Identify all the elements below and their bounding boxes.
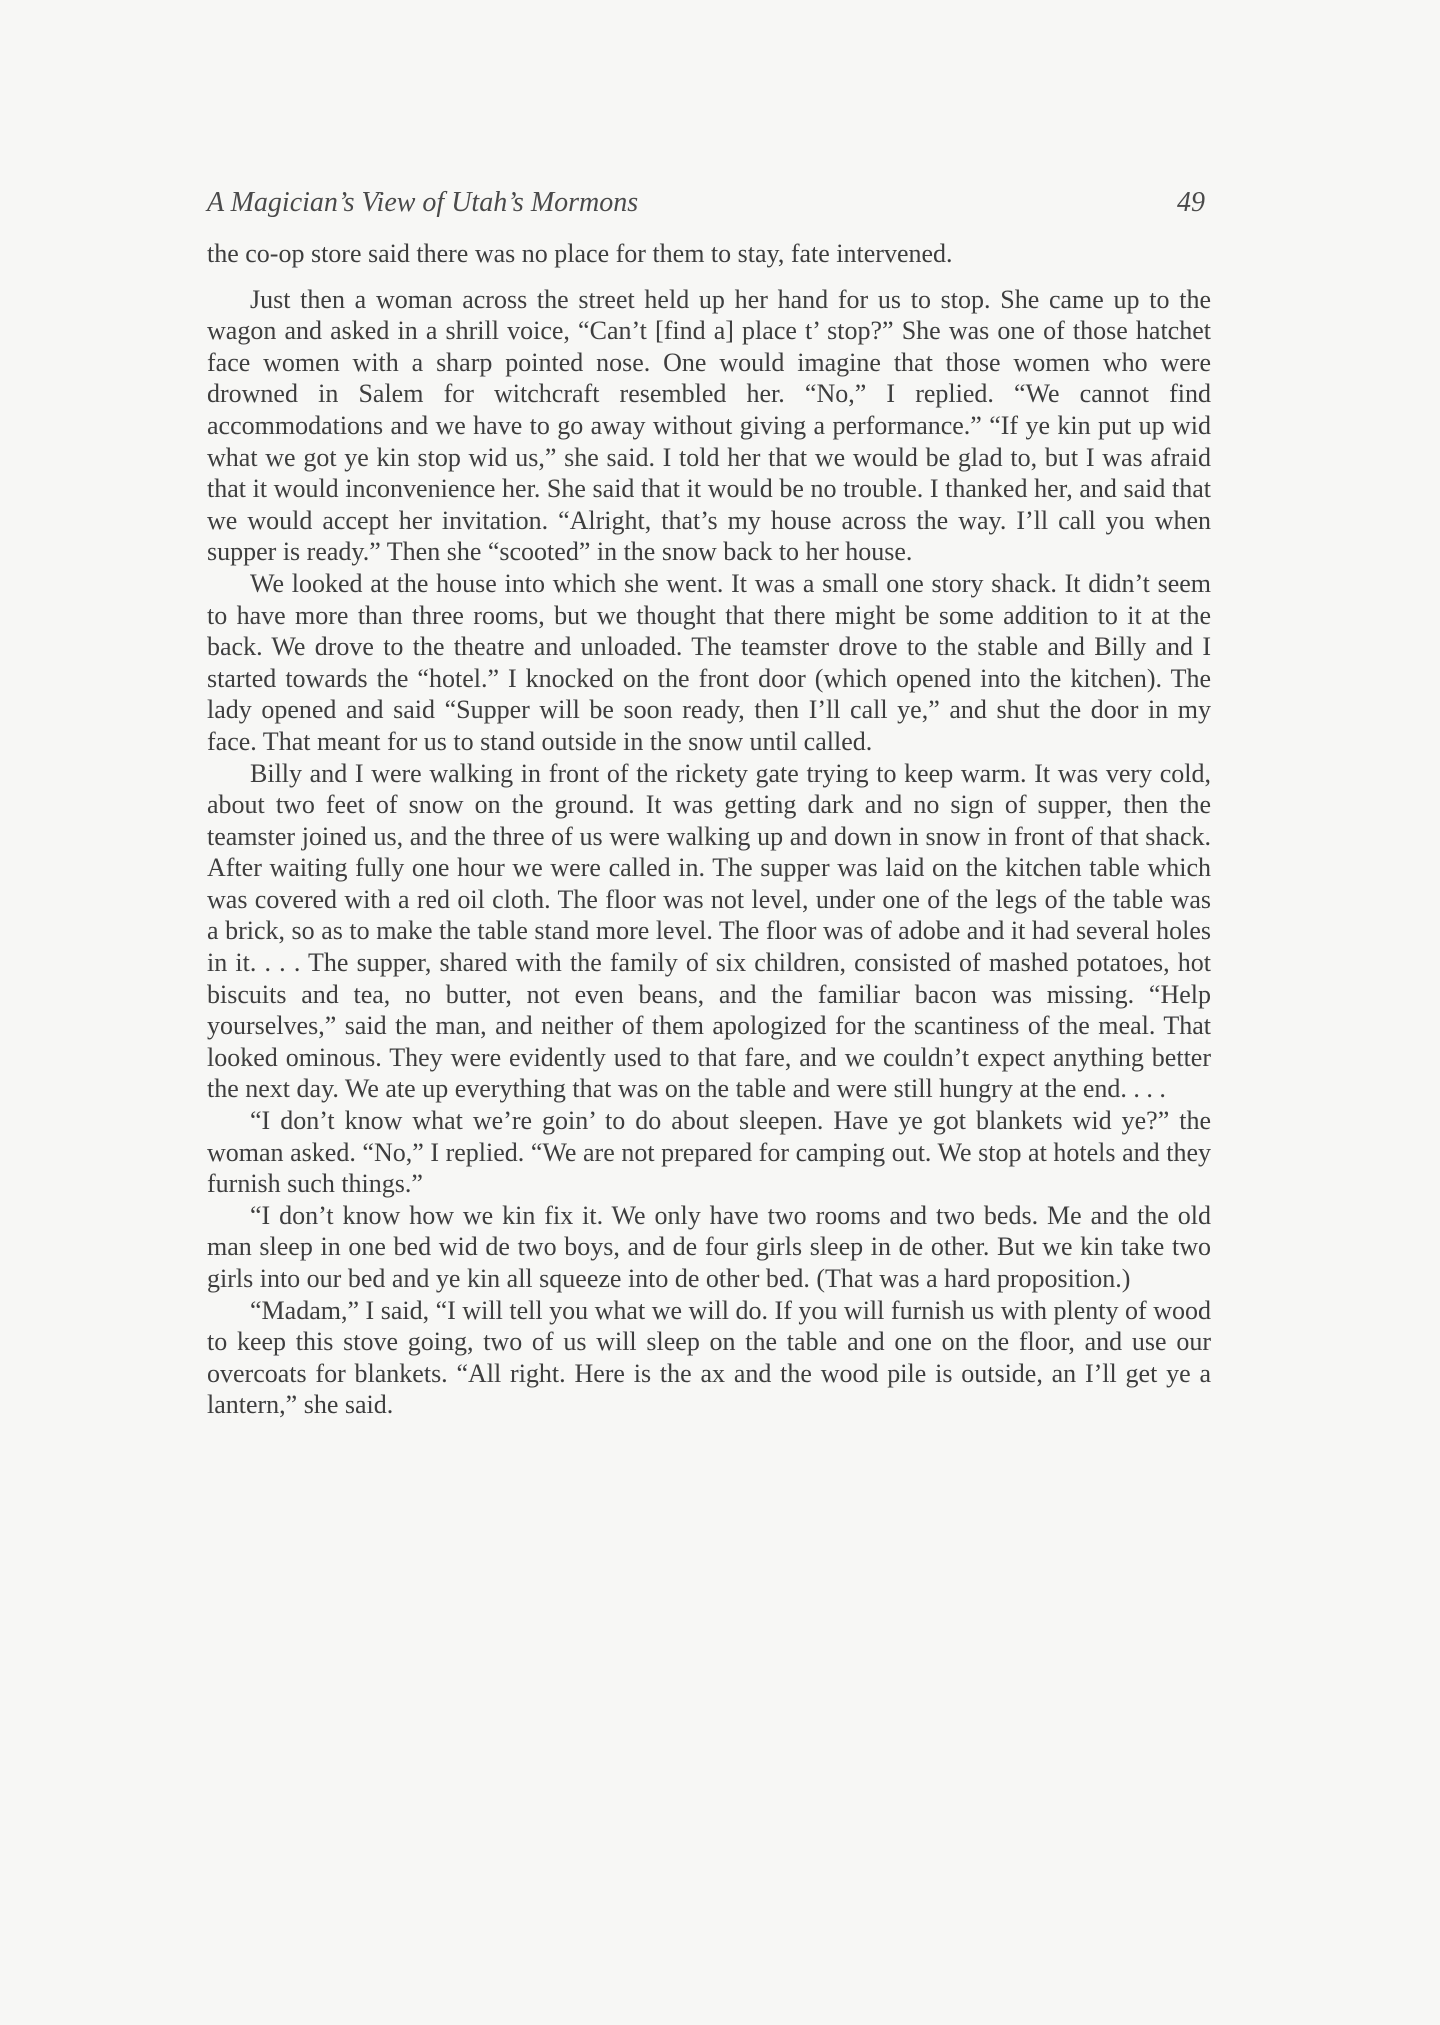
paragraph: “Madam,” I said, “I will tell you what we will do. If you will furnish us with plenty of wood to keep this stove going, two of us will sleep on the table and one on the floor, and use our overcoats for blankets. “All right. Here is the ax and the wood pile is outside, an I’ll get ye a lantern,” she said.	[207, 1295, 1211, 1420]
running-head	[207, 186, 1211, 220]
paragraph-continuation: the co-op store said there was no place for them to stay, fate intervened.	[207, 239, 953, 268]
paragraph: Billy and I were walking in front of the rickety gate trying to keep warm. It was very cold, about two feet of snow on the ground. It was getting dark and no sign of supper, then the teamster joined us, and the three of us were walking up and down in snow in front of that shack. After waiting fully one hour we were called in. The supper was laid on the kitchen table which was covered with a red oil cloth. The floor was not level, under one of the legs of the table was a brick, so as to make the table stand more level. The floor was of adobe and it had several holes in it. . . . The supper, shared with the family of six children, consisted of mashed potatoes, hot biscuits and tea, no butter, not even beans, and the familiar bacon was missing. “Help yourselves,” said the man, and neither of them apologized for the scantiness of the meal. That looked ominous. They were evidently used to that fare, and we couldn’t expect anything better the next day. We ate up everything that was on the table and were still hungry at the end. . . .	[207, 758, 1211, 1104]
book-page	[207, 186, 1211, 1421]
paragraph: “I don’t know how we kin fix it. We only have two rooms and two beds. Me and the old man sleep in one bed wid de two boys, and de four girls sleep in de other. But we kin take two girls into our bed and ye kin all squeeze into de other bed. (That was a hard proposition.)	[207, 1200, 1211, 1293]
paragraph: Just then a woman across the street held up her hand for us to stop. She came up to the wagon and asked in a shrill voice, “Can’t [find a] place t’ stop?” She was one of those hatchet face women with a sharp pointed nose. One would imagine that those women who were drowned in Salem for witchcraft resembled her. “No,” I replied. “We cannot find accommodations and we have to go away without giving a performance.” “If ye kin put up wid what we got ye kin stop wid us,” she said. I told her that we would be glad to, but I was afraid that it would inconvenience her. She said that it would be no trouble. I thanked her, and said that we would accept her invitation. “Alright, that’s my house across the way. I’ll call you when supper is ready.” Then she “scooted” in the snow back to her house.	[207, 284, 1211, 567]
paragraph: We looked at the house into which she went. It was a small one story shack. It didn’t seem to have more than three rooms, but we thought that there might be some addition to it at the back. We drove to the theatre and unloaded. The teamster drove to the stable and Billy and I started towards the “hotel.” I knocked on the front door (which opened into the kitchen). The lady opened and said “Supper will be soon ready, then I’ll call ye,” and shut the door in my face. That meant for us to stand outside in the snow until called.	[207, 568, 1211, 756]
page-number: 49	[1177, 187, 1205, 218]
paragraph: “I don’t know what we’re goin’ to do about sleepen. Have ye got blankets wid ye?” the woman asked. “No,” I replied. “We are not prepared for camping out. We stop at hotels and they furnish such things.”	[207, 1106, 1211, 1199]
running-title: A Magician’s View of Utah’s Mormons	[207, 187, 639, 218]
